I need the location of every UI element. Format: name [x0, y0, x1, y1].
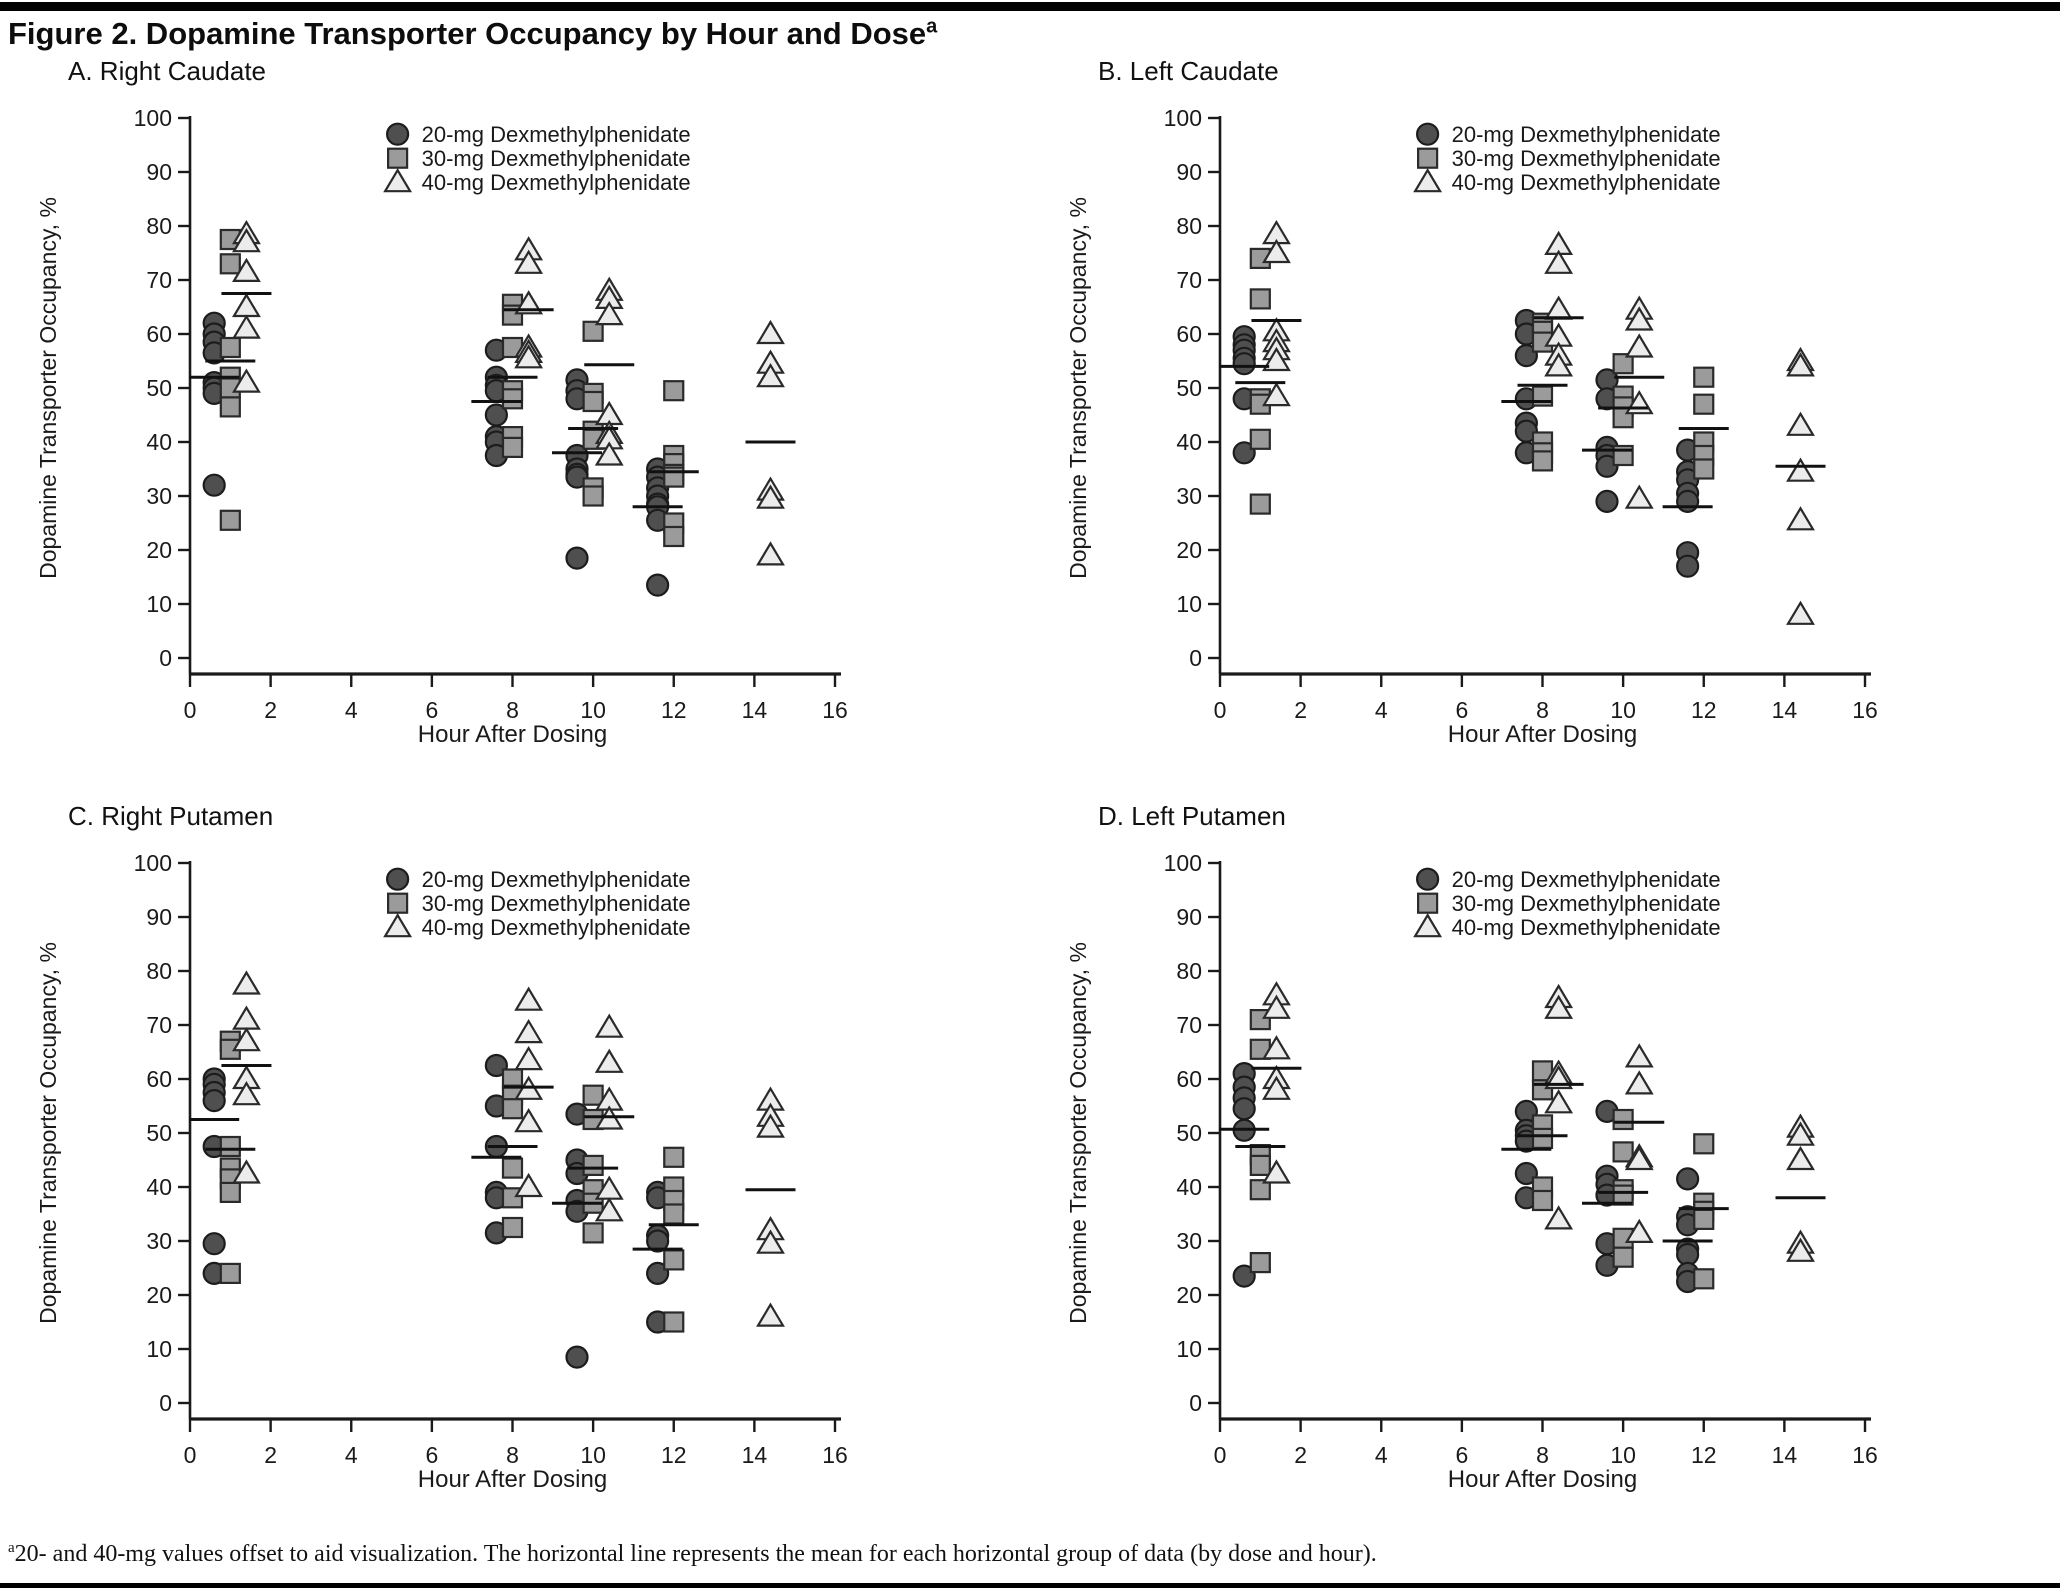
footnote [8, 1540, 1377, 1568]
svg-text:40-mg Dexmethylphenidate: 40-mg Dexmethylphenidate [1451, 170, 1721, 196]
svg-text:20: 20 [146, 537, 172, 563]
svg-text:10: 10 [1610, 1442, 1636, 1468]
svg-text:90: 90 [146, 159, 172, 185]
svg-text:60: 60 [1176, 1066, 1202, 1092]
svg-text:0: 0 [183, 1442, 197, 1468]
svg-text:4: 4 [344, 697, 358, 723]
svg-text:8: 8 [506, 1442, 519, 1468]
svg-text:10: 10 [146, 1336, 172, 1362]
footnote-marker: a [8, 1540, 15, 1556]
svg-text:20: 20 [146, 1282, 172, 1308]
svg-text:16: 16 [822, 1442, 848, 1468]
svg-text:10: 10 [146, 591, 172, 617]
svg-text:20: 20 [1176, 537, 1202, 563]
svg-text:14: 14 [1771, 697, 1798, 723]
svg-text:12: 12 [660, 1442, 687, 1468]
svg-text:80: 80 [146, 958, 172, 984]
svg-text:10: 10 [580, 697, 606, 723]
svg-text:80: 80 [146, 213, 172, 239]
svg-text:50: 50 [146, 375, 172, 401]
svg-text:30: 30 [146, 483, 172, 509]
svg-text:20-mg Dexmethylphenidate: 20-mg Dexmethylphenidate [1451, 122, 1721, 148]
svg-text:50: 50 [1176, 1120, 1202, 1146]
svg-text:0: 0 [159, 645, 172, 671]
scatter-plot-right-caudate [20, 88, 1030, 758]
svg-text:6: 6 [425, 1442, 439, 1468]
svg-text:100: 100 [1163, 850, 1202, 876]
scatter-plot-left-caudate [1050, 88, 2060, 758]
svg-text:12: 12 [1690, 697, 1717, 723]
svg-text:30-mg Dexmethylphenidate: 30-mg Dexmethylphenidate [1451, 146, 1721, 172]
svg-text:20-mg Dexmethylphenidate: 20-mg Dexmethylphenidate [1451, 867, 1721, 893]
svg-text:80: 80 [1176, 958, 1202, 984]
figure-title [8, 16, 937, 52]
svg-text:0: 0 [1213, 697, 1227, 723]
svg-text:70: 70 [1176, 1012, 1202, 1038]
svg-text:6: 6 [1455, 1442, 1469, 1468]
svg-text:100: 100 [133, 105, 172, 131]
svg-text:14: 14 [741, 1442, 768, 1468]
svg-text:20-mg Dexmethylphenidate: 20-mg Dexmethylphenidate [421, 122, 691, 148]
svg-text:70: 70 [146, 267, 172, 293]
svg-text:60: 60 [1176, 321, 1202, 347]
figure-title-superscript: a [926, 15, 938, 38]
svg-text:4: 4 [344, 1442, 358, 1468]
svg-text:90: 90 [1176, 159, 1202, 185]
svg-text:70: 70 [1176, 267, 1202, 293]
svg-text:10: 10 [1176, 591, 1202, 617]
svg-text:2: 2 [264, 1442, 278, 1468]
svg-text:16: 16 [1852, 1442, 1878, 1468]
svg-text:100: 100 [1163, 105, 1202, 131]
svg-text:30-mg Dexmethylphenidate: 30-mg Dexmethylphenidate [421, 146, 691, 172]
svg-text:40: 40 [1176, 1174, 1202, 1200]
svg-text:90: 90 [1176, 904, 1202, 930]
svg-text:40-mg Dexmethylphenidate: 40-mg Dexmethylphenidate [1451, 915, 1721, 941]
svg-text:14: 14 [741, 697, 768, 723]
svg-text:10: 10 [1176, 1336, 1202, 1362]
svg-text:0: 0 [1189, 1390, 1202, 1416]
svg-text:70: 70 [146, 1012, 172, 1038]
panel-left-putamen [1050, 800, 2060, 1535]
svg-text:0: 0 [183, 697, 197, 723]
svg-text:40: 40 [1176, 429, 1202, 455]
svg-text:30-mg Dexmethylphenidate: 30-mg Dexmethylphenidate [1451, 891, 1721, 917]
top-rule [0, 2, 2060, 11]
scatter-plot-left-putamen [1050, 833, 2060, 1503]
svg-text:20-mg Dexmethylphenidate: 20-mg Dexmethylphenidate [421, 867, 691, 893]
svg-text:30-mg Dexmethylphenidate: 30-mg Dexmethylphenidate [421, 891, 691, 917]
scatter-plot-right-putamen [20, 833, 1030, 1503]
svg-text:4: 4 [1374, 1442, 1388, 1468]
svg-text:40: 40 [146, 1174, 172, 1200]
svg-text:0: 0 [1189, 645, 1202, 671]
svg-text:Hour After Dosing: Hour After Dosing [417, 1466, 608, 1493]
svg-text:80: 80 [1176, 213, 1202, 239]
svg-text:Hour After Dosing: Hour After Dosing [1447, 1466, 1638, 1493]
svg-text:16: 16 [822, 697, 848, 723]
svg-text:0: 0 [1213, 1442, 1227, 1468]
panel-right-caudate [20, 55, 1030, 790]
svg-text:12: 12 [1690, 1442, 1717, 1468]
panel-left-caudate [1050, 55, 2060, 790]
panel-title: B. Left Caudate [1098, 56, 1279, 86]
panel-title: D. Left Putamen [1098, 801, 1286, 831]
svg-text:2: 2 [1294, 1442, 1308, 1468]
svg-text:4: 4 [1374, 697, 1388, 723]
svg-text:0: 0 [159, 1390, 172, 1416]
svg-text:8: 8 [1536, 1442, 1549, 1468]
svg-text:8: 8 [506, 697, 519, 723]
svg-text:Dopamine Transporter Occupancy: Dopamine Transporter Occupancy, % [35, 197, 61, 579]
footnote-text: 20- and 40-mg values offset to aid visualization. The horizontal line represents the mean for each horizontal group of data (by dose and hour). [14, 1541, 1377, 1567]
svg-text:40-mg Dexmethylphenidate: 40-mg Dexmethylphenidate [421, 915, 691, 941]
svg-text:50: 50 [146, 1120, 172, 1146]
svg-text:60: 60 [146, 321, 172, 347]
bottom-rule [0, 1583, 2060, 1588]
svg-text:40: 40 [146, 429, 172, 455]
svg-text:60: 60 [146, 1066, 172, 1092]
svg-text:30: 30 [1176, 1228, 1202, 1254]
panel-title: A. Right Caudate [68, 56, 267, 86]
svg-text:50: 50 [1176, 375, 1202, 401]
svg-text:14: 14 [1771, 1442, 1798, 1468]
svg-text:20: 20 [1176, 1282, 1202, 1308]
svg-text:Hour After Dosing: Hour After Dosing [417, 721, 608, 748]
svg-text:Hour After Dosing: Hour After Dosing [1447, 721, 1638, 748]
panel-right-putamen [20, 800, 1030, 1535]
svg-text:2: 2 [1294, 697, 1308, 723]
svg-text:6: 6 [1455, 697, 1469, 723]
svg-text:12: 12 [660, 697, 687, 723]
svg-text:90: 90 [146, 904, 172, 930]
svg-text:Dopamine Transporter Occupancy: Dopamine Transporter Occupancy, % [1065, 197, 1091, 579]
figure-title-text: Figure 2. Dopamine Transporter Occupancy by Hour and Dose [8, 16, 927, 51]
svg-text:8: 8 [1536, 697, 1549, 723]
svg-text:100: 100 [133, 850, 172, 876]
panel-title: C. Right Putamen [68, 801, 274, 831]
svg-text:40-mg Dexmethylphenidate: 40-mg Dexmethylphenidate [421, 170, 691, 196]
svg-text:Dopamine Transporter Occupancy: Dopamine Transporter Occupancy, % [1065, 942, 1091, 1324]
svg-text:6: 6 [425, 697, 439, 723]
svg-text:30: 30 [1176, 483, 1202, 509]
svg-text:2: 2 [264, 697, 278, 723]
svg-text:10: 10 [1610, 697, 1636, 723]
svg-text:30: 30 [146, 1228, 172, 1254]
svg-text:16: 16 [1852, 697, 1878, 723]
svg-text:Dopamine Transporter Occupancy: Dopamine Transporter Occupancy, % [35, 942, 61, 1324]
svg-text:10: 10 [580, 1442, 606, 1468]
